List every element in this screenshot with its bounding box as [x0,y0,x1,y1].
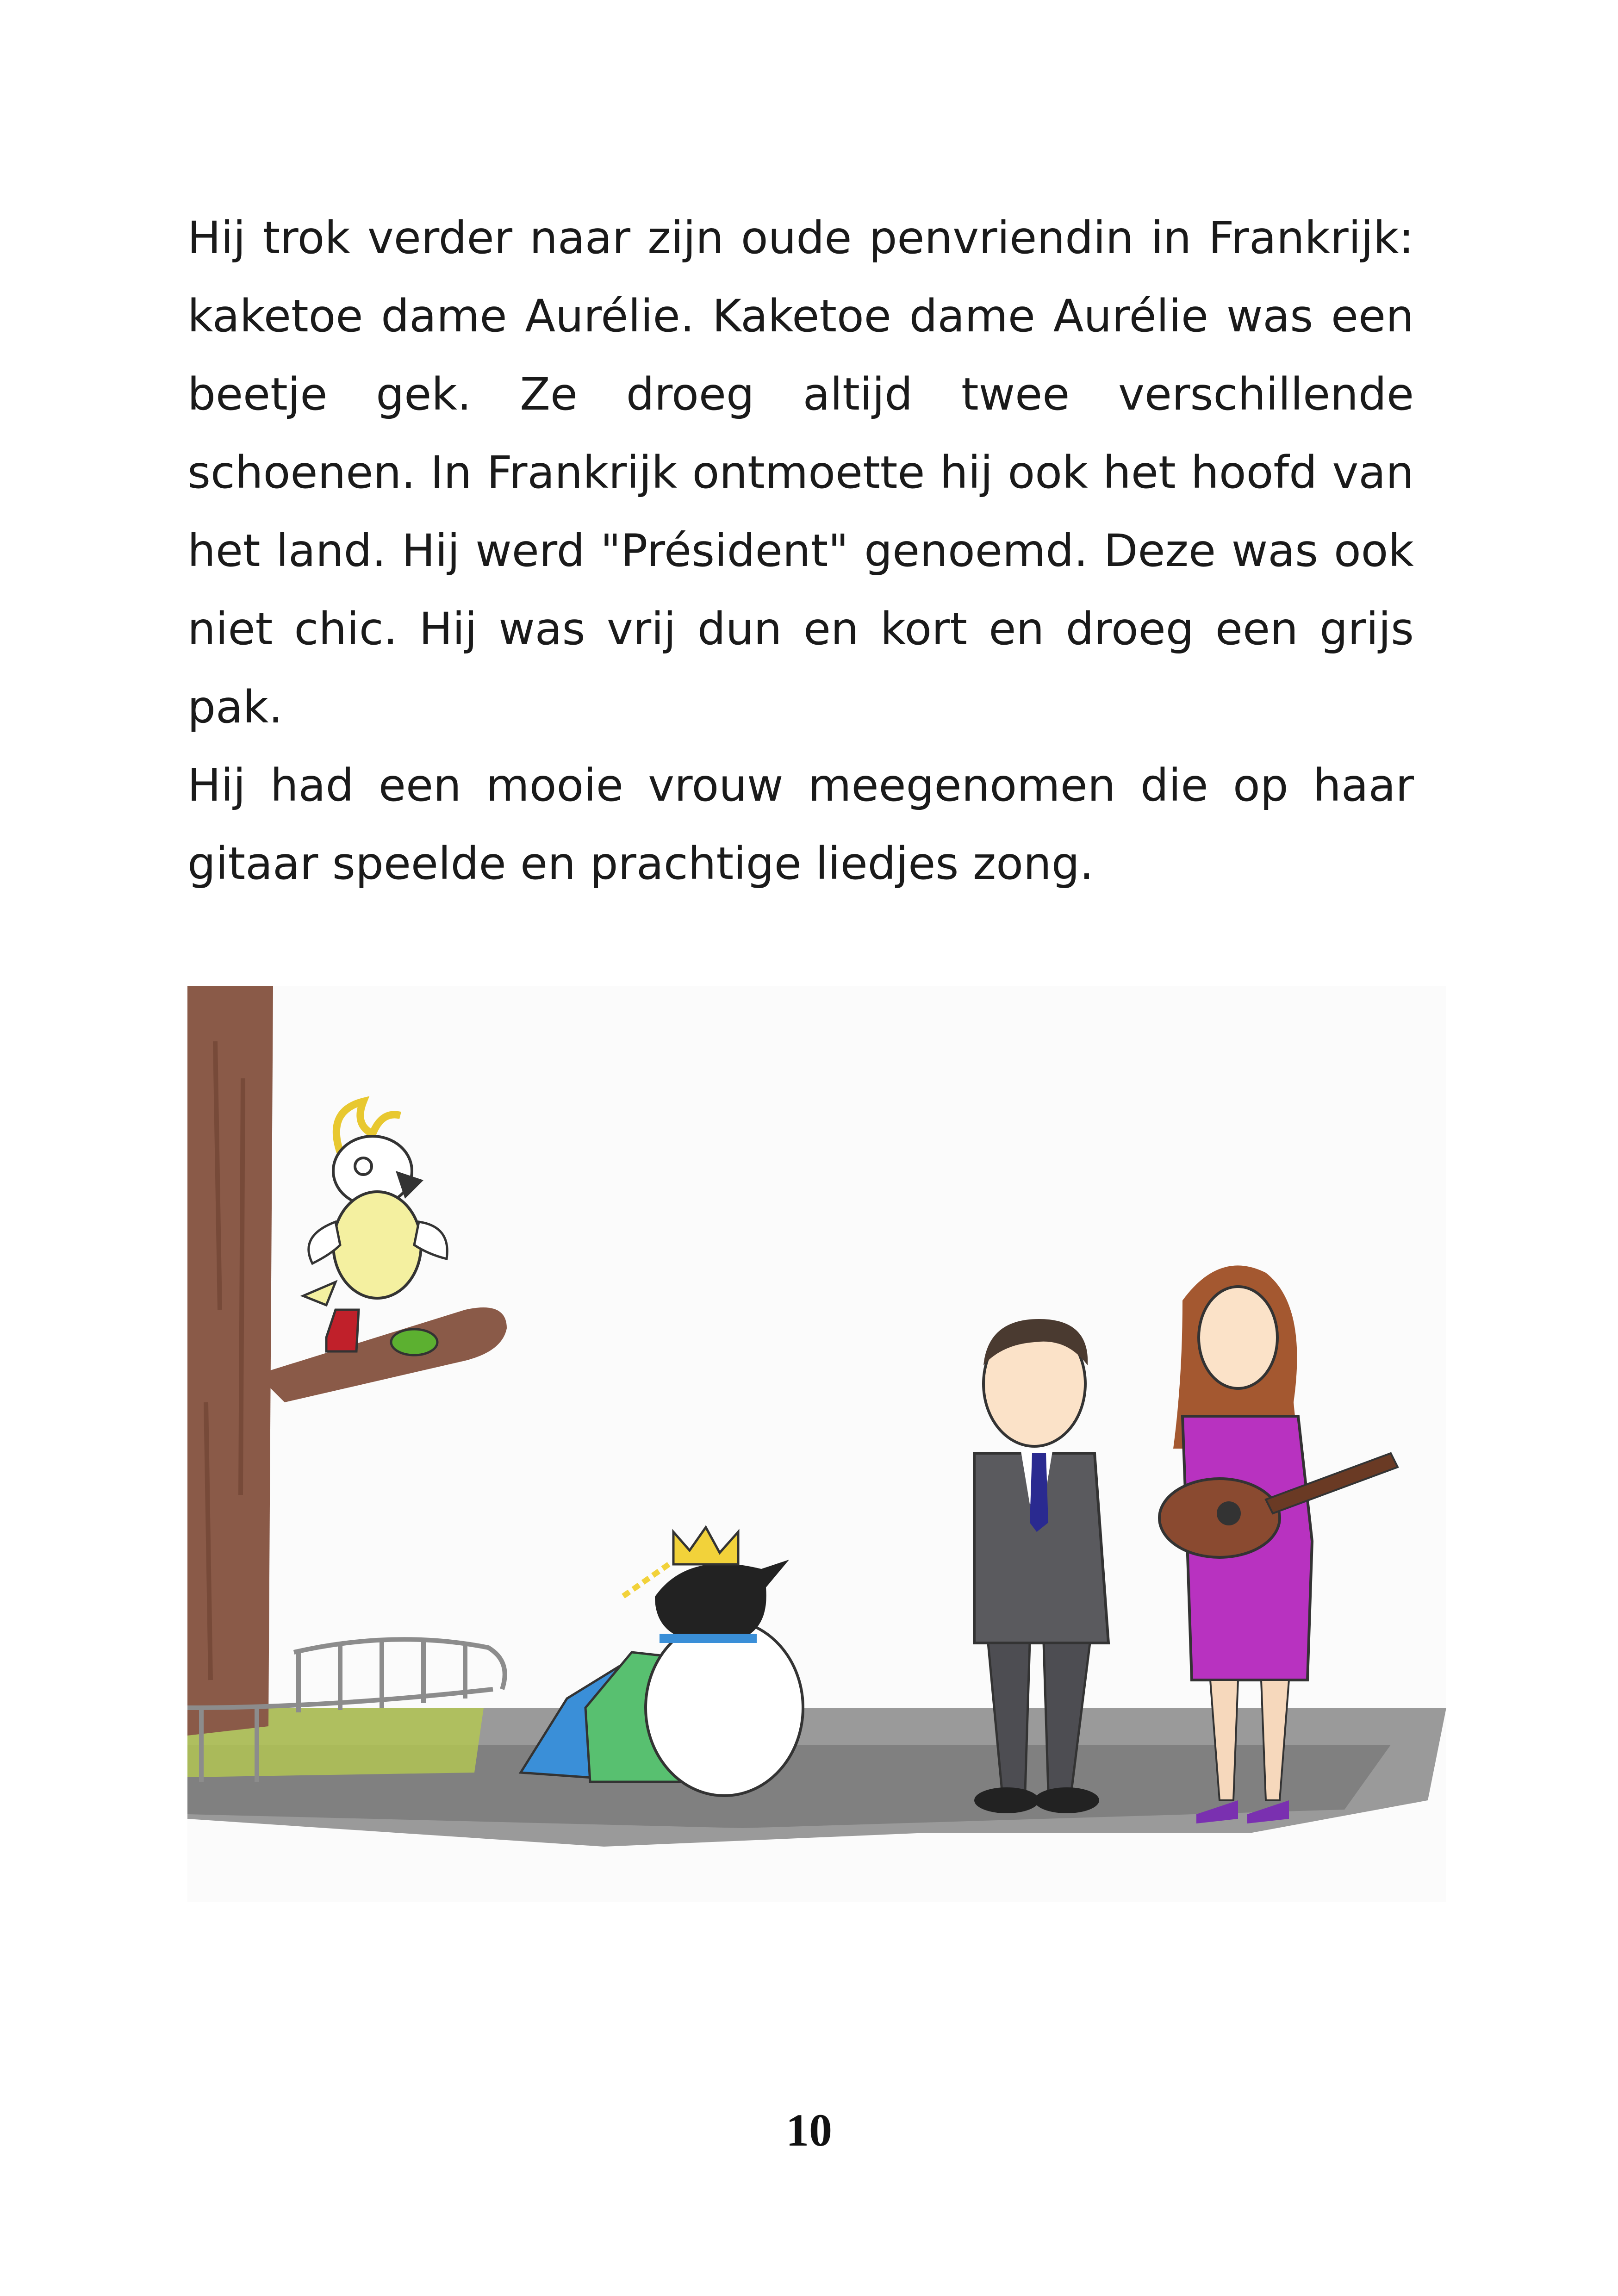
story-line: Hij had een mooie vrouw meegenomen die op haar [187,759,1414,811]
story-illustration [187,986,1446,1902]
story-line-last: gitaar speelde en prachtige liedjes zong. [187,838,1094,890]
story-line: het land. Hij werd "Président" genoemd. Deze was ook [187,525,1414,577]
penguin-body [646,1620,803,1796]
story-text [187,199,1414,903]
story-line: schoenen. In Frankrijk ontmoette hij ook het hoofd van [187,447,1414,498]
penguin-collar [660,1634,757,1643]
woman-face [1199,1287,1277,1388]
story-line: beetje gek. Ze droeg altijd twee verschillende [187,368,1414,420]
story-line: kaketoe dame Aurélie. Kaketoe dame Aurélie was een [187,290,1414,342]
tree-trunk [187,986,273,1736]
president-tie [1030,1453,1048,1532]
story-line: niet chic. Hij was vrij dun en kort en droeg een grijs pak. [187,603,1414,733]
cockatoo-body [333,1192,421,1298]
story-line: Hij trok verder naar zijn oude penvriendin in Frankrijk: [187,212,1414,264]
page-number: 10 [786,2104,832,2156]
green-shoe [391,1329,437,1355]
